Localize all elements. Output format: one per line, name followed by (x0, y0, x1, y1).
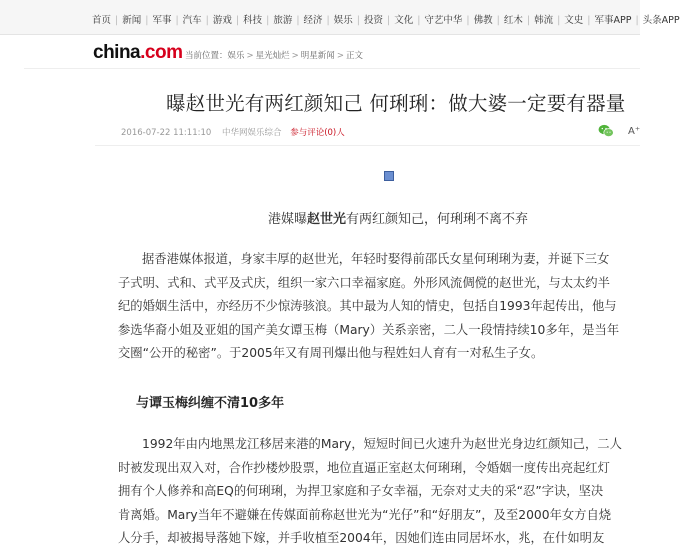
breadcrumb-star-news[interactable]: 明星新闻 (300, 51, 335, 61)
article-meta (121, 126, 345, 138)
comment-link[interactable]: 参与评论(0)人 (290, 128, 345, 138)
paragraph-line: 交圈“公开的秘密”。于2005年又有周刊爆出他与程姓妇人育有一对私生子女。 (118, 346, 544, 360)
nav-item[interactable]: 游戏 (212, 15, 232, 26)
breadcrumb-separator: > (291, 51, 299, 61)
nav-separator: | (557, 15, 561, 26)
nav-separator: | (266, 15, 270, 26)
font-size-icon[interactable]: A⁺ (628, 126, 641, 137)
breadcrumb-prefix: 当前位置： (185, 51, 228, 61)
nav-item[interactable]: 守艺中华 (424, 15, 463, 26)
nav-separator: | (296, 15, 300, 26)
nav-separator: | (235, 15, 240, 26)
article-image-placeholder (384, 171, 394, 181)
nav-item[interactable]: 科技 (243, 15, 263, 26)
logo-com: com (144, 42, 183, 63)
nav-separator: | (496, 15, 500, 26)
paragraph-line: 参选华裔小姐及亚姐的国产美女谭玉梅（Mary）关系亲密，二人一段情持续10多年，是当年 (118, 322, 620, 337)
logo-text: china (93, 42, 141, 63)
nav-item[interactable]: 军事 (152, 15, 172, 26)
paragraph-line: 1992年由内地黑龙江移居来港的Mary，短短时间已火速升为赵世光身边红颜知己，二人 (142, 437, 622, 451)
site-logo[interactable] (93, 42, 182, 64)
nav-item[interactable]: 红木 (503, 15, 523, 26)
nav-items (92, 12, 680, 26)
nav-separator: | (115, 15, 119, 26)
breadcrumb-current: 正文 (345, 51, 363, 61)
nav-item[interactable]: 头条APP (642, 15, 680, 26)
nav-item[interactable]: 军事APP (594, 15, 632, 26)
nav-item[interactable]: 韩流 (534, 15, 554, 26)
top-navigation-bar (0, 0, 680, 35)
nav-item[interactable]: 经济 (303, 15, 323, 26)
nav-separator: | (526, 15, 531, 26)
breadcrumb (185, 49, 363, 61)
paragraph-line: 纪的婚姻生活中，亦经历不少惊涛骇浪。其中最为人知的情史，包括自1993年起传出，他与 (118, 299, 617, 313)
divider (24, 68, 640, 69)
breadcrumb-stars[interactable]: 星光灿烂 (255, 51, 290, 61)
article-date: 2016-07-22 11:11:10 (121, 128, 212, 138)
subheading-text: 有两红颜知己，何琍琍不离不弃 (346, 212, 529, 227)
nav-item[interactable]: 首页 (92, 15, 112, 26)
wechat-share-icon[interactable] (598, 124, 614, 138)
nav-separator: | (356, 15, 360, 26)
article-paragraph (118, 248, 678, 366)
article-subheading (268, 208, 528, 227)
nav-item[interactable]: 汽车 (182, 15, 202, 26)
nav-separator: | (205, 15, 209, 26)
nav-item[interactable]: 文化 (394, 15, 414, 26)
nav-separator: | (386, 15, 391, 26)
nav-item[interactable]: 佛教 (473, 15, 493, 26)
nav-separator: | (587, 15, 591, 26)
nav-separator: | (175, 15, 179, 26)
divider (95, 145, 640, 146)
paragraph-line: 据香港媒体报道，身家丰厚的赵世光，年轻时娶得前邵氏女星何琍琍为妻，并诞下三女 (142, 252, 610, 266)
article-title: 曝赵世光有两红颜知己 何琍琍：做大婆一定要有器量 (166, 92, 626, 115)
paragraph-line: 时被发现出双入对，合作抄楼炒股票，地位直逼正室赵太何琍琍，令婚姻一度传出亮起红灯 (118, 460, 610, 475)
subheading-name: 赵世光 (307, 212, 347, 227)
nav-item[interactable]: 新闻 (122, 15, 142, 26)
nav-separator: | (417, 15, 421, 26)
nav-separator: | (466, 15, 470, 26)
nav-item[interactable]: 投资 (363, 15, 383, 26)
nav-separator: | (635, 15, 639, 26)
breadcrumb-separator: > (246, 51, 254, 61)
nav-item[interactable]: 娱乐 (333, 15, 353, 26)
subheading-text: 港媒曝 (268, 212, 308, 227)
logo-dot: . (140, 42, 145, 63)
breadcrumb-separator: > (336, 51, 344, 61)
section-heading: 与谭玉梅纠缠不清10多年 (136, 396, 285, 411)
nav-separator: | (326, 15, 330, 26)
nav-item[interactable]: 旅游 (273, 15, 293, 26)
article-paragraph (118, 433, 678, 551)
paragraph-line: 拥有个人修养和高EQ的何琍琍，为捍卫家庭和子女幸福，无奈对丈夫的采“忍”字诀，坚决 (118, 484, 604, 498)
nav-separator: | (145, 15, 149, 26)
breadcrumb-entertainment[interactable]: 娱乐 (227, 51, 245, 61)
paragraph-line: 人分手，却被揭导落她下嫁，并手收植至2004年，因她们连由同居坏水，兆，在什如明友 (118, 531, 605, 545)
paragraph-line: 肯离婚。Mary当年不避嫌在传媒面前称赵世光为“光仔”和“好朋友”，及至2000年女方自烧 (118, 507, 612, 522)
nav-item[interactable]: 文史 (564, 15, 584, 26)
paragraph-line: 子式明、式和、式平及式庆，组织一家六口幸福家庭。外形风流倜傥的赵世光，与太太约半 (118, 275, 610, 290)
site-header (0, 34, 640, 72)
article-source[interactable]: 中华网娱乐综合 (221, 128, 282, 138)
